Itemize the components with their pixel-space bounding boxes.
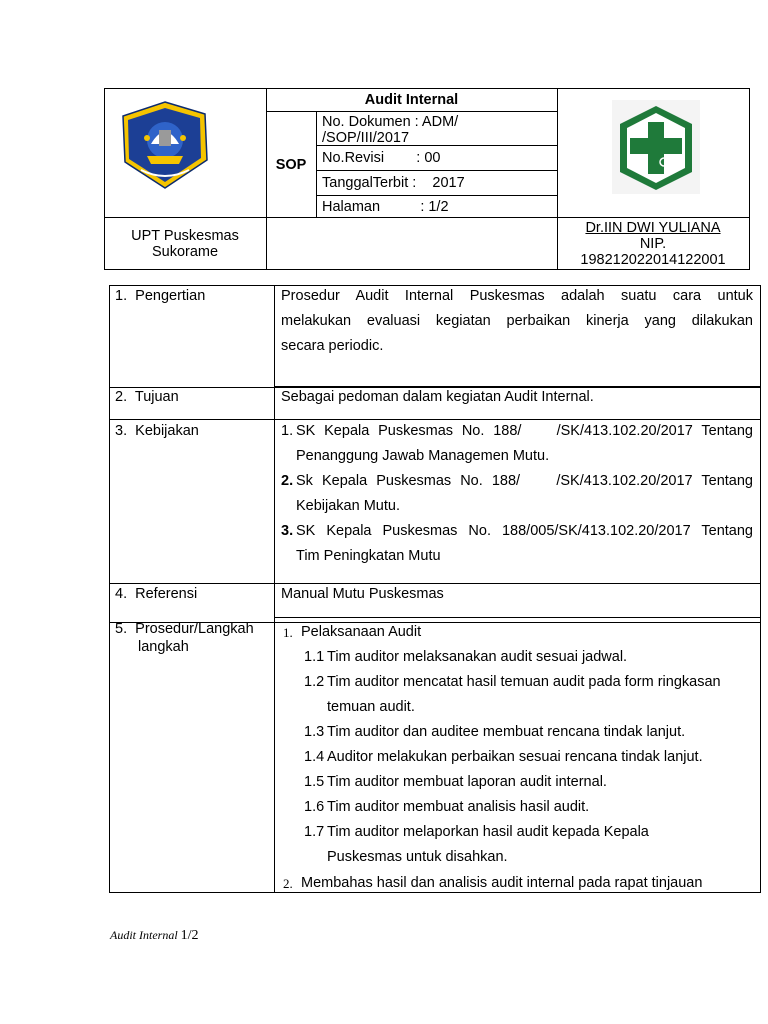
kebijakan-item-number: 2. (281, 473, 294, 489)
prosedur-substep-text: Tim auditor membuat analisis hasil audit. (327, 799, 590, 815)
puskesmas-logo (612, 100, 700, 194)
document-title: Audit Internal (364, 92, 459, 108)
pengertian-line3: secara periodic. (281, 338, 384, 354)
kebijakan-item-number: 3. (281, 523, 294, 539)
prosedur-substep-number: 1.3 (304, 724, 325, 740)
signer-nip-label: NIP. (639, 236, 667, 252)
referensi-text: Manual Mutu Puskesmas (281, 586, 444, 602)
kebijakan-item-line2: Kebijakan Mutu. (296, 498, 400, 514)
document-number-line1: No. Dokumen : ADM/ (322, 114, 459, 130)
pengertian-line1: Prosedur Audit Internal Puskesmas adalah suatu cara untuk (281, 288, 753, 304)
prosedur-step-text: Pelaksanaan Audit (301, 624, 422, 640)
prosedur-step-number: 2. (283, 876, 293, 891)
prosedur-substep-text: Tim auditor melaksanakan audit sesuai jadwal. (327, 649, 628, 665)
signer-name: Dr.IIN DWI YULIANA (585, 220, 721, 236)
footer-title: Audit Internal (110, 928, 178, 942)
kebijakan-item-line1: SK Kepala Puskesmas No. 188/ /SK/413.102.20/2017 Tentang (296, 423, 753, 439)
pengertian-line2: melakukan evaluasi kegiatan perbaikan kinerja yang dilakukan (281, 313, 753, 329)
prosedur-substep-number: 1.2 (304, 674, 325, 690)
prosedur-step-number: 1. (283, 625, 293, 640)
prosedur-substep-text: Tim auditor membuat laporan audit internal. (327, 774, 607, 790)
section-label-kebijakan: 3. Kebijakan (115, 423, 199, 439)
section-label-prosedur: 5. Prosedur/Langkah (115, 621, 254, 637)
revision-number: No.Revisi : 00 (322, 150, 441, 166)
section-label-tujuan: 2. Tujuan (115, 389, 179, 405)
regency-emblem-logo (121, 100, 209, 192)
prosedur-substep-number: 1.1 (304, 649, 325, 665)
page-footer (110, 928, 199, 944)
prosedur-step-text: Membahas hasil dan analisis audit internal pada rapat tinjauan (301, 875, 703, 891)
prosedur-substep-number: 1.6 (304, 799, 325, 815)
kebijakan-item-line2: Tim Peningkatan Mutu (296, 548, 441, 564)
prosedur-substep-number: 1.4 (304, 749, 325, 765)
kebijakan-item-line2: Penanggung Jawab Managemen Mutu. (296, 448, 550, 464)
prosedur-substep-number: 1.5 (304, 774, 325, 790)
signer-nip: 198212022014122001 (580, 252, 726, 268)
prosedur-substep-text: Tim auditor mencatat hasil temuan audit pada form ringkasan (327, 674, 721, 690)
kebijakan-item-line1: SK Kepala Puskesmas No. 188/005/SK/413.102.20/2017 Tentang (296, 523, 753, 539)
sop-label: SOP (275, 157, 307, 173)
document-number-line2: /SOP/III/2017 (322, 130, 410, 146)
organization-name-line2: Sukorame (151, 244, 219, 260)
prosedur-substep-text: Tim auditor melaporkan hasil audit kepada Kepala (327, 824, 649, 840)
prosedur-substep-text: Tim auditor dan auditee membuat rencana tindak lanjut. (327, 724, 686, 740)
kebijakan-item-line1: Sk Kepala Puskesmas No. 188/ /SK/413.102.20/2017 Tentang (296, 473, 753, 489)
footer-page-number: 1/2 (180, 928, 199, 943)
prosedur-substep-text: temuan audit. (327, 699, 415, 715)
prosedur-substep-text: Auditor melakukan perbaikan sesuai rencana tindak lanjut. (327, 749, 703, 765)
section-label-pengertian: 1. Pengertian (115, 288, 206, 304)
page-number: Halaman : 1/2 (322, 199, 449, 215)
section-label-prosedur-line2: langkah (138, 639, 189, 655)
tujuan-text: Sebagai pedoman dalam kegiatan Audit Internal. (281, 389, 594, 405)
prosedur-substep-number: 1.7 (304, 824, 325, 840)
prosedur-substep-text: Puskesmas untuk disahkan. (327, 849, 508, 865)
organization-name-line1: UPT Puskesmas (131, 228, 239, 244)
section-label-referensi: 4. Referensi (115, 586, 198, 602)
issue-date: TanggalTerbit : 2017 (322, 175, 465, 191)
kebijakan-item-number: 1. (281, 423, 294, 439)
